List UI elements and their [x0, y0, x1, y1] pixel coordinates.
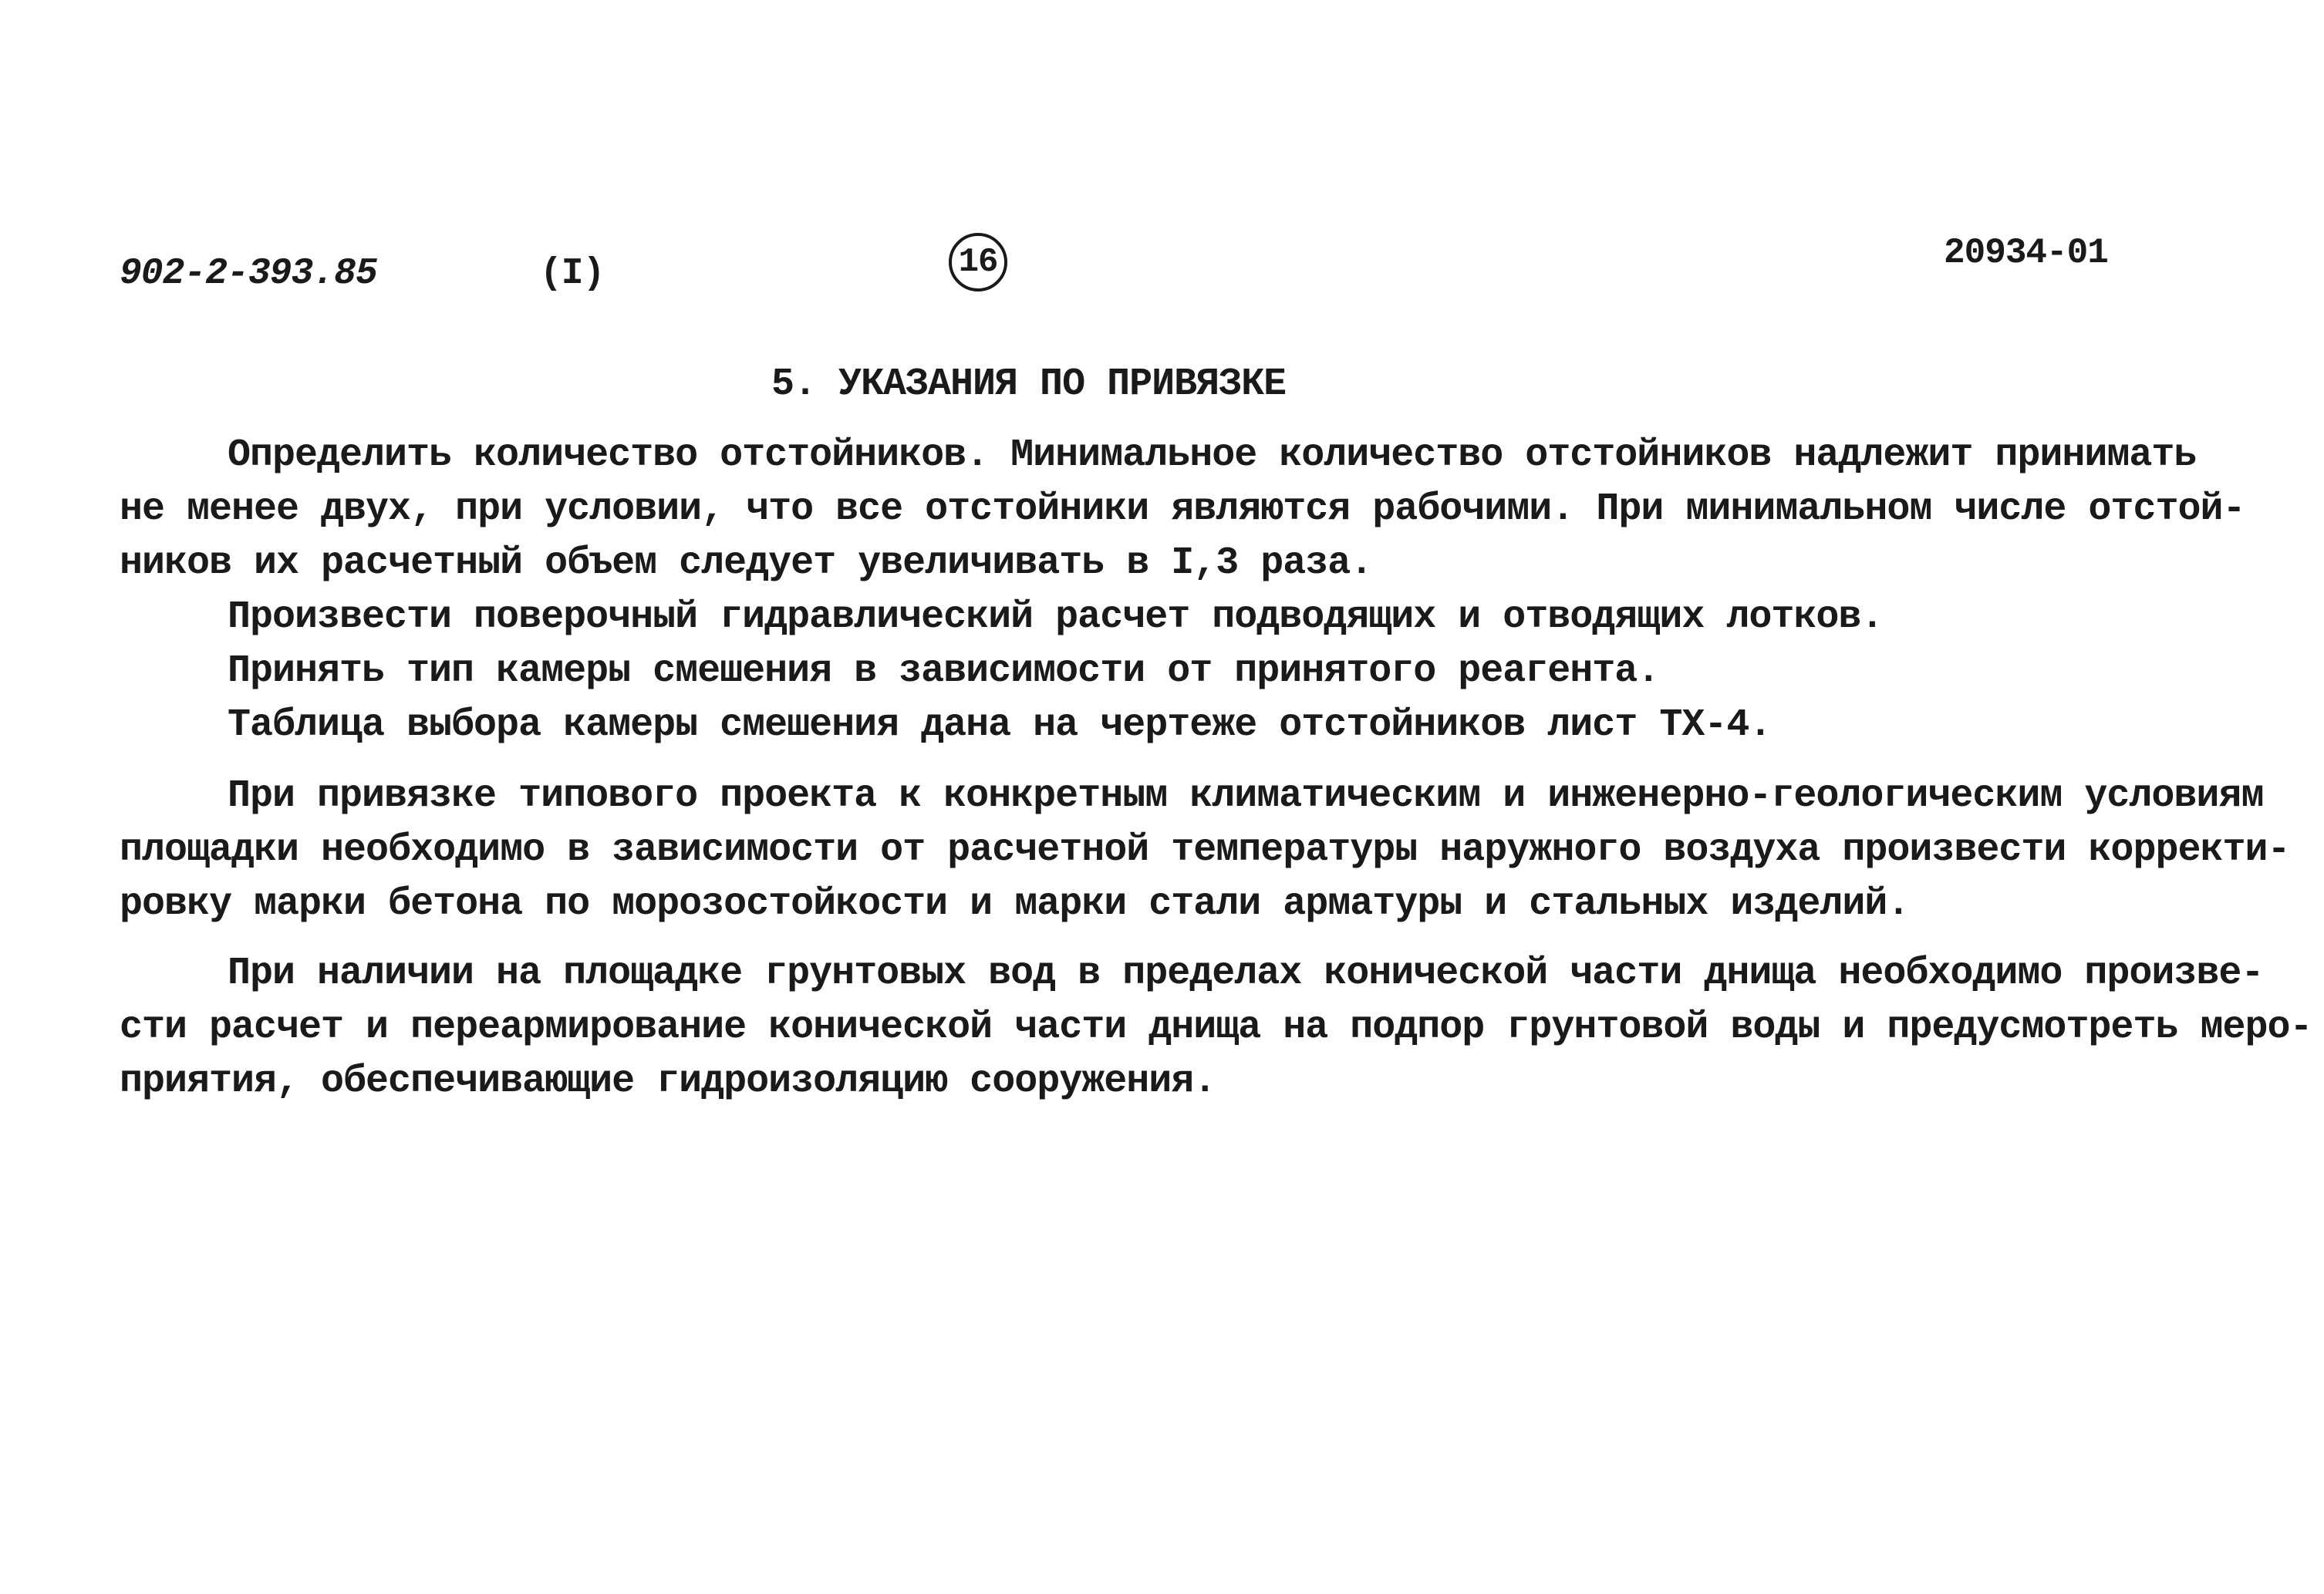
page-number	[949, 233, 1007, 292]
paragraph-groundwater	[120, 947, 2312, 1109]
document-code: 902-2-393.85	[120, 253, 377, 295]
text-line: приятия, обеспечивающие гидроизоляцию сооружения.	[120, 1060, 1216, 1104]
document-reference: 20934-01	[1944, 233, 2108, 273]
text-line: ников их расчетный объем следует увеличивать в I,3 раза.	[120, 541, 1373, 585]
paragraph-group-instructions	[120, 429, 2248, 753]
page-number-label: 16	[958, 243, 998, 281]
paragraph-climate-conditions	[120, 770, 2290, 932]
text-line: При наличии на площадке грунтовых вод в пределах конической части днища необходимо произве-	[228, 952, 2264, 996]
text-line: Произвести поверочный гидравлический расчет подводящих и отводящих лотков.	[228, 595, 1884, 639]
section-title: 5. УКАЗАНИЯ ПО ПРИВЯЗКЕ	[771, 362, 1287, 406]
text-line: Таблица выбора камеры смешения дана на чертеже отстойников лист ТХ-4.	[228, 703, 1772, 747]
text-line: сти расчет и переармирование конической части днища на подпор грунтовой воды и предусмотреть меро-	[120, 1006, 2312, 1050]
document-part: (I)	[540, 253, 605, 295]
text-line: При привязке типового проекта к конкретным климатическим и инженерно-геологическим условиям	[228, 774, 2264, 818]
text-line: ровку марки бетона по морозостойкости и марки стали арматуры и стальных изделий.	[120, 882, 1910, 926]
text-line: площадки необходимо в зависимости от расчетной температуры наружного воздуха произвести корректи-	[120, 828, 2290, 872]
text-line: не менее двух, при условии, что все отстойники являются рабочими. При минимальном числе отстой-	[120, 487, 2245, 531]
text-line: Принять тип камеры смешения в зависимости от принятого реагента.	[228, 649, 1660, 693]
text-line: Определить количество отстойников. Минимальное количество отстойников надлежит принимать	[228, 433, 2197, 477]
